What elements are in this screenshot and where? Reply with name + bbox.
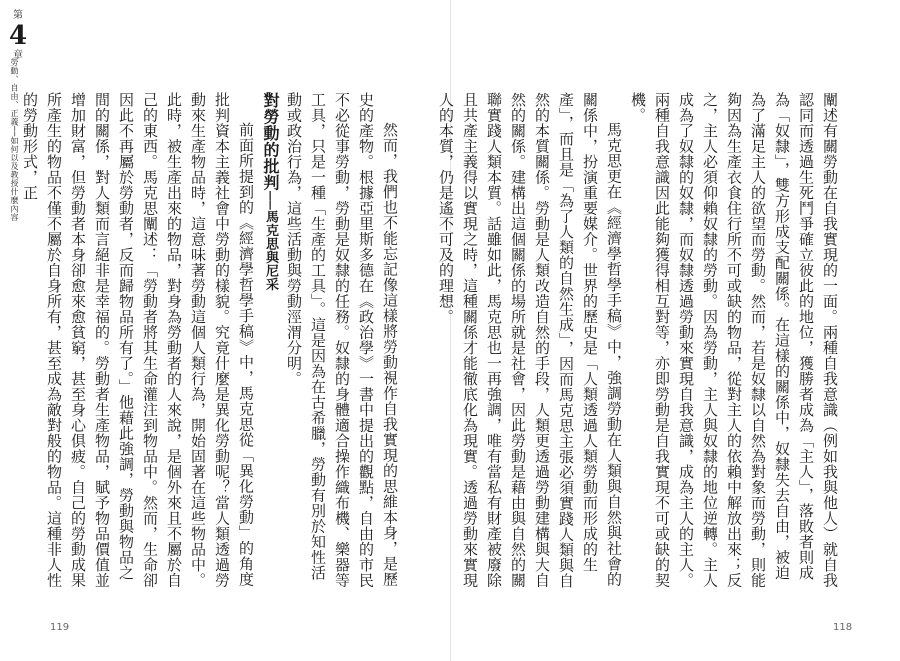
body-paragraph: 前面所提到的《經濟學哲學手稿》中，馬克思從「異化勞動」的角度批判資本主義社會中勞動的樣貌。究竟什麼是異化勞動呢？當人類透過勞動來生產物品時，這意味著勞動這個人類行為，開始固著在這些物品中。此時，被生產出來的物品，對身為勞動者的人來說，是個外來且不屬於自己的東西。馬克思闡述：「勞動者將其生命灌注到物品中。然而，生命卻因此不再屬於勞動者，反而歸物品所有了。」他藉此強調，勞動與物品之間的關係，對人類而言絕非是幸福的。勞動者生產物品，賦予物品價值並增加財富，但勞動者本身卻愈來愈貧窮，甚至身心俱疲。自己的勞動成果所產生的物品不僅不屬於自身所有，甚至成為敵對般的物品。這種非人性的勞動形式，正 — [21, 92, 255, 588]
page-number-left: 119 — [50, 622, 70, 633]
left-page-body — [21, 92, 402, 590]
running-head: 勞動、自由、正義──如何以及教授什麼內容 — [10, 58, 19, 222]
page-number-right: 118 — [833, 622, 853, 633]
body-paragraph: 然而，我們也不能忘記像這樣將勞動視作自我實現的思維本身，是歷史的產物。根據亞里斯多德在《政治學》一書中提出的觀點，自由的市民不必從事勞動，勞動是奴隸的任務。奴隸的身體適合操作織布機、樂器等工具，只是一種「生產的工具」。這是因為在古希臘，勞動有別於知性活動或政治行為，這些活動與勞動涇渭分明。 — [285, 92, 399, 588]
section-heading-subtitle: 馬克思與尼采 — [263, 210, 278, 292]
section-heading-dash: ── — [261, 191, 279, 211]
chapter-suffix: 章 — [13, 50, 23, 61]
chapter-prefix: 第 — [13, 10, 23, 21]
body-paragraph: 馬克思更在《經濟學哲學手稿》中，強調勞動在人類與自然與社會的關係中，扮演重要媒介。世界的歷史是「人類透過人類勞動而形成的生產」，而且是「為了人類的自然生成」，因而馬克思主張必須實踐人類與自然的本質關係。勞動是人類改造自然的手段，人類更透過勞動建構與大自然的關係。建構出這個關係的場所就是社會，因此勞動是藉由與自然的關聯實踐人類本質。話雖如此，馬克思也一再強調，唯有當私有財產被廢除且共產主義得以實現之時，這種關係才能徹底化為現實。透過勞動來實現人的本質，仍是遙不可及的理想。 — [437, 92, 623, 589]
right-page-body — [437, 92, 842, 590]
chapter-number: 4 — [8, 21, 28, 51]
section-heading-title: 對勞動的批判 — [261, 92, 280, 191]
section-heading — [258, 92, 282, 590]
chapter-marker — [3, 10, 33, 62]
body-paragraph: 闡述有關勞動在自我實現的一面。兩種自我意識（例如我與他人）就自我認同而透過生死鬥爭確立彼此的地位，獲勝者成為「主人」，落敗者則成為「奴隸」，雙方形成支配關係。在這樣的關係中，奴隸失去自由，被迫為了滿足主人的欲望而勞動。然而，若是奴隸以自然為對象而勞動，則能夠因為生產衣食住行所不可或缺的物品，從對主人的依賴中解放出來；反之，主人必須仰賴奴隸的勞動。因為勞動，主人與奴隸的地位逆轉。主人成為了奴隸的奴隸，而奴隸透過勞動來實現自我意識，成為主人的主人。兩種自我意識因此能夠獲得相互對等，亦即勞動是自我實現不可或缺的契機。 — [629, 92, 839, 588]
